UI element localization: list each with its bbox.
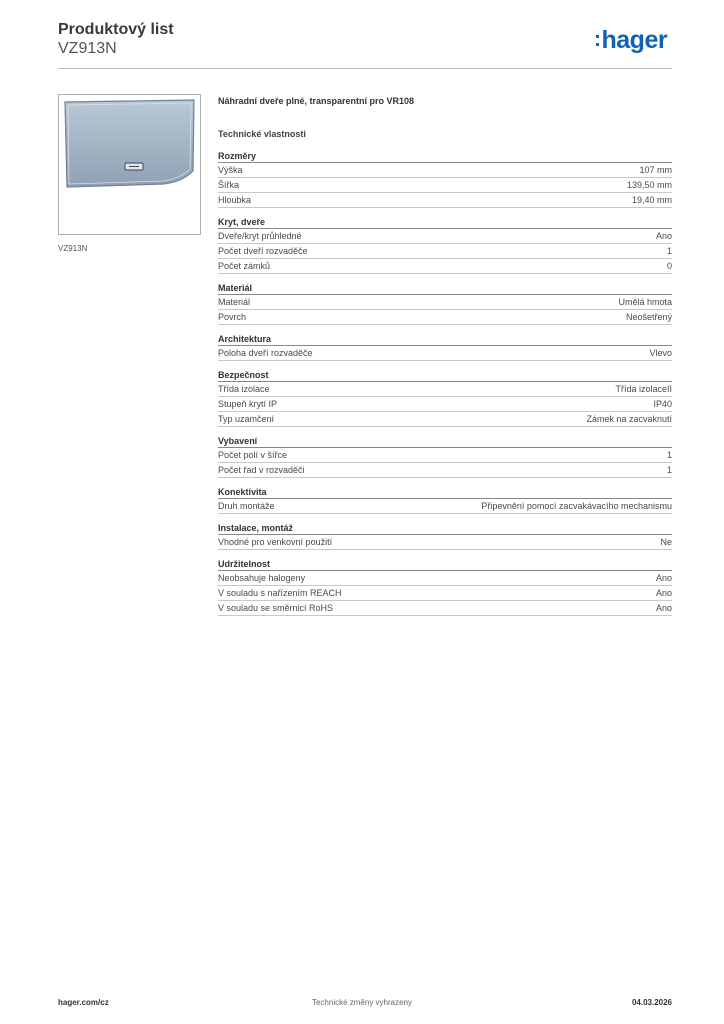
spec-value: 139,50 mm [626, 180, 672, 190]
spec-label: Výška [218, 165, 243, 175]
logo-text: hager [601, 26, 668, 54]
spec-label: Vhodné pro venkovní použití [218, 537, 333, 547]
footer-date: 04.03.2026 [631, 998, 672, 1007]
page-title: Produktový list [58, 21, 174, 38]
spec-row [218, 535, 672, 550]
footer-website: hager.com/cz [58, 998, 109, 1007]
specifications [218, 96, 672, 625]
spec-value: Ano [655, 231, 672, 241]
spec-value: Ano [655, 603, 672, 613]
section-heading: Materiál [218, 283, 672, 295]
spec-row [218, 310, 672, 325]
section-heading: Bezpečnost [218, 370, 672, 382]
spec-label: Dveře/kryt průhledné [218, 231, 302, 241]
spec-value: 19,40 mm [631, 195, 672, 205]
spec-row [218, 295, 672, 310]
spec-label: Počet řad v rozvaděči [218, 465, 305, 475]
spec-row [218, 382, 672, 397]
spec-value: Ano [655, 588, 672, 598]
spec-value: 1 [666, 246, 672, 256]
spec-row [218, 193, 672, 208]
spec-section [218, 523, 672, 550]
spec-value: Ano [655, 573, 672, 583]
spec-row [218, 601, 672, 616]
spec-value: IP40 [653, 399, 672, 409]
spec-row [218, 586, 672, 601]
spec-value: 1 [666, 465, 672, 475]
transparent-door-illustration [59, 95, 200, 234]
section-heading: Konektivita [218, 487, 672, 499]
spec-row [218, 178, 672, 193]
spec-value: Ne [660, 537, 672, 547]
section-heading: Architektura [218, 334, 672, 346]
spec-label: Počet dveří rozvaděče [218, 246, 308, 256]
spec-label: Povrch [218, 312, 247, 322]
spec-row [218, 499, 672, 514]
spec-row [218, 448, 672, 463]
spec-section [218, 283, 672, 325]
spec-section [218, 370, 672, 427]
spec-row [218, 397, 672, 412]
spec-section [218, 487, 672, 514]
spec-label: Počet polí v šířce [218, 450, 288, 460]
spec-label: Hloubka [218, 195, 252, 205]
spec-row [218, 244, 672, 259]
spec-value: Neošetřený [625, 312, 672, 322]
header-divider [58, 68, 672, 69]
spec-value: Zámek na zacvaknutí [586, 414, 672, 424]
spec-label: Třída izolace [218, 384, 270, 394]
spec-section [218, 217, 672, 274]
section-heading: Vybavení [218, 436, 672, 448]
product-code: VZ913N [58, 40, 117, 57]
section-heading: Rozměry [218, 151, 672, 163]
spec-value: 1 [666, 450, 672, 460]
hager-logo [594, 28, 667, 53]
spec-label: Šířka [218, 180, 240, 190]
spec-label: Druh montáže [218, 501, 275, 511]
spec-row [218, 463, 672, 478]
spec-value: Umělá hmota [618, 297, 672, 307]
spec-row [218, 259, 672, 274]
section-heading: Instalace, montáž [218, 523, 672, 535]
logo-prefix: : [594, 28, 601, 51]
spec-label: V souladu s nařízením REACH [218, 588, 342, 598]
spec-section [218, 151, 672, 208]
spec-label: Počet zámků [218, 261, 271, 271]
spec-row [218, 229, 672, 244]
spec-sections [218, 151, 672, 616]
spec-value: 107 mm [639, 165, 672, 175]
spec-row [218, 412, 672, 427]
spec-value: 0 [666, 261, 672, 271]
spec-section [218, 334, 672, 361]
spec-value: Připevnění pomocí zacvakávacího mechanismu [481, 501, 672, 511]
spec-section [218, 436, 672, 478]
spec-label: Neobsahuje halogeny [218, 573, 306, 583]
spec-label: V souladu se směrnicí RoHS [218, 603, 334, 613]
section-heading: Kryt, dveře [218, 217, 672, 229]
spec-label: Poloha dveří rozvaděče [218, 348, 313, 358]
spec-label: Materiál [218, 297, 251, 307]
spec-row [218, 163, 672, 178]
section-heading: Udržitelnost [218, 559, 672, 571]
spec-section [218, 559, 672, 616]
product-description: Náhradní dveře plné, transparentní pro VR108 [218, 96, 415, 106]
spec-label: Stupeň krytí IP [218, 399, 278, 409]
footer-disclaimer: Technické změny vyhrazeny [311, 998, 413, 1007]
product-image [58, 94, 201, 235]
spec-row [218, 571, 672, 586]
spec-value: Vlevo [649, 348, 672, 358]
spec-value: Třída izolaceII [615, 384, 672, 394]
technical-properties-heading: Technické vlastnosti [218, 129, 306, 139]
image-caption: VZ913N [58, 244, 88, 253]
spec-label: Typ uzamčení [218, 414, 275, 424]
spec-row [218, 346, 672, 361]
